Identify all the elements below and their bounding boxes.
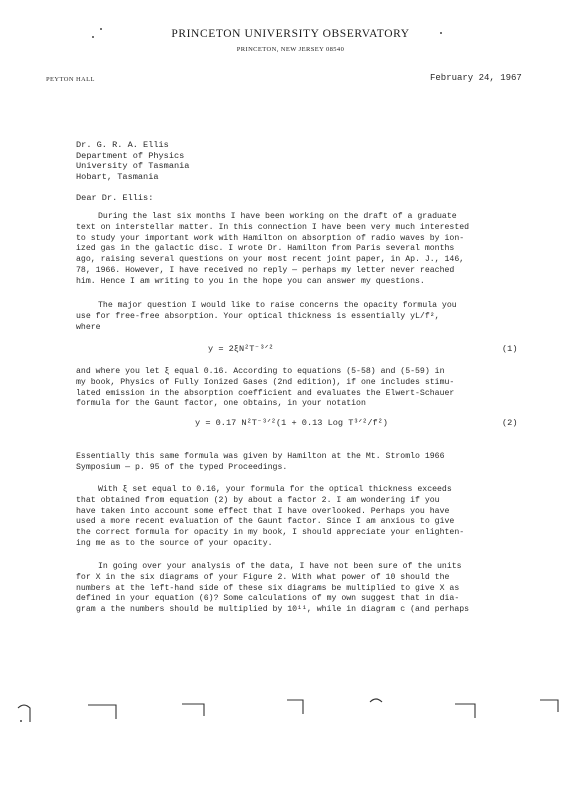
paragraph-line: the correct formula for opacity in my book, I should appreciate your enlighten- [76, 528, 465, 538]
paragraph-line: to study your important work with Hamilton on absorption of radio waves by ion- [76, 233, 465, 243]
paragraph-line: 78, 1966. However, I have received no reply — perhaps my letter never reached [76, 265, 455, 275]
recipient-line: University of Tasmania [76, 161, 190, 172]
recipient-line: Department of Physics [76, 150, 185, 161]
paragraph-line: Essentially this same formula was given by Hamilton at the Mt. Stromlo 1966 [76, 452, 445, 461]
paragraph-line: defined in your equation (6)? Some calculations of my own suggest that in dia- [76, 594, 460, 604]
equation-2-number: (2) [502, 418, 518, 428]
paragraph-line: In going over your analysis of the data, I have not been sure of the units [98, 562, 462, 571]
paragraph-line: for X in the six diagrams of your Figure 2. With what power of 10 should the [76, 572, 450, 582]
paragraph-line: lated emission in the absorption coefficient and evaluates the Elwert-Schauer [76, 388, 455, 398]
paragraph-line: him. Hence I am writing to you in the hope you can answer my questions. [76, 276, 425, 286]
paragraph-line: Symposium — p. 95 of the typed Proceedings. [76, 462, 288, 472]
paragraph-line: formula for the Gaunt factor, one obtains, in your notation [76, 399, 366, 409]
letterhead-building: PEYTON HALL [46, 76, 95, 83]
letterhead-address: PRINCETON, NEW JERSEY 08540 [236, 46, 345, 53]
paragraph-line: gram a the numbers should be multiplied by 10¹¹, while in diagram c (and perhaps [76, 605, 470, 615]
paragraph-line: text on interstellar matter. In this connection I have been very much interested [76, 222, 470, 232]
paragraph-line: use for free-free absorption. Your optical thickness is essentially yL/f², [76, 311, 440, 321]
paragraph-line: where [76, 322, 101, 332]
paragraph-line: ago, raising several questions on your most recent joint paper, in Ap. J., 146, [76, 255, 465, 265]
equation-1-number: (1) [502, 344, 518, 354]
paragraph-line: and where you let ξ equal 0.16. According to equations (5-58) and (5-59) in [76, 367, 445, 376]
letterhead-institution: PRINCETON UNIVERSITY OBSERVATORY [171, 28, 410, 40]
paragraph-line: numbers at the left-hand side of these six diagrams be multiplied to give X as [76, 583, 460, 593]
paragraph-line: that obtained from equation (2) by about a factor 2. I am wondering if you [76, 495, 440, 505]
paragraph-line: During the last six months I have been working on the draft of a graduate [98, 212, 457, 221]
recipient-line: Hobart, Tasmania [76, 171, 159, 182]
equation-2: y = 0.17 N²T⁻³ᐟ²(1 + 0.13 Log T³ᐟ²/f²) [195, 418, 388, 428]
paragraph-line: ized gas in the galactic disc. I wrote Dr. Hamilton from Paris several months [76, 244, 455, 254]
paragraph-line: my book, Physics of Fully Ionized Gases (2nd edition), if one includes stimu- [76, 377, 455, 387]
recipient-line: Dr. G. R. A. Ellis [76, 140, 169, 150]
salutation: Dear Dr. Ellis: [76, 193, 154, 203]
paragraph-line: used a more recent evaluation of the Gaunt factor. Since I am anxious to give [76, 517, 455, 527]
paragraph-line: The major question I would like to raise concerns the opacity formula you [98, 301, 457, 310]
letter-date: February 24, 1967 [430, 73, 522, 83]
paragraph-line: have taken into account some effect that I have overlooked. Perhaps you have [76, 506, 450, 516]
paragraph-line: ing me as to the source of your opacity. [76, 538, 273, 548]
paragraph-line: With ξ set equal to 0.16, your formula for the optical thickness exceeds [98, 485, 452, 494]
equation-1: y = 2ξN²T⁻³ᐟ² [208, 344, 274, 354]
